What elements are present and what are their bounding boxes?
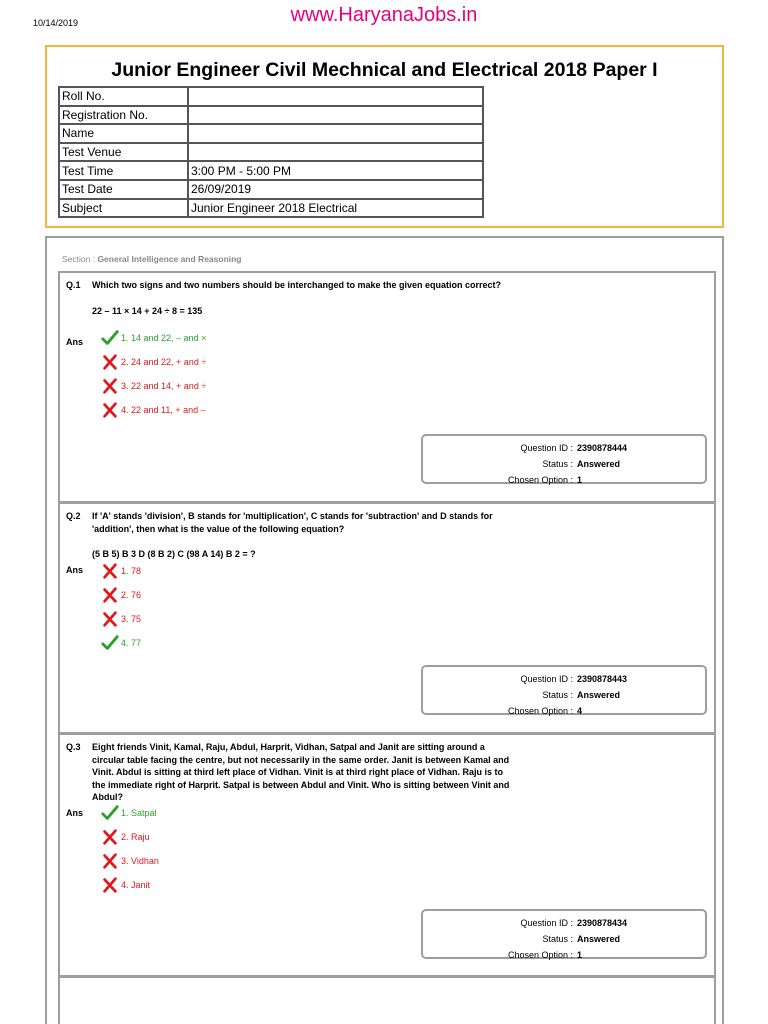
exam-header [45,45,724,228]
cross-icon [101,401,121,419]
info-row [59,143,483,162]
info-key: Test Venue [59,143,188,162]
question-id-label: Question ID : [520,674,573,684]
status-label: Status : [542,934,573,944]
question-number: Q.3 [66,742,81,752]
option-label: 4. Janit [121,880,151,890]
cross-icon [101,353,121,371]
status-value: Answered [577,459,621,469]
question-text-block [66,741,516,804]
cross-icon [101,852,121,870]
answer-option-1 [101,804,157,822]
info-value [188,87,483,106]
question-equation: 22 – 11 × 14 + 24 ÷ 8 = 135 [92,305,203,316]
chosen-option-value: 1 [577,475,583,485]
chosen-option-value: 1 [577,950,583,960]
question-id-label: Question ID : [520,918,573,928]
chosen-option-label: Chosen Option : [507,950,573,960]
question-id-value: 2390878444 [577,443,628,453]
question-text: Eight friends Vinit, Kamal, Raju, Abdul, Harprit, Vidhan, Satpal and Janit are sitting around a circular table facing the centre, but not necessarily in the same order. Janit is between Kamal and Vinit. Abdul is sitting at third left place of Vidhan. Vinit is at third right place of Vidhan. Raju is to the immediate right of Harprit. Satpal is between Abdul and Vinit. Who is sitting between Vinit and Abdul? [92,742,510,802]
info-row [59,106,483,125]
info-row [59,124,483,143]
answer-option-2 [101,353,206,371]
answer-option-4 [101,876,150,894]
status-label: Status : [542,690,573,700]
info-key: Name [59,124,188,143]
question-text-block [66,279,516,317]
option-label: 2. Raju [121,832,150,842]
section-label [62,254,242,264]
question-text: Which two signs and two numbers should be interchanged to make the given equation correct? [92,280,502,290]
question-number: Q.1 [66,280,81,290]
info-value [188,143,483,162]
chosen-option-label: Chosen Option : [507,475,573,485]
question-card-2 [58,502,716,734]
print-date: 10/14/2019 [33,18,79,28]
question-card-4 [58,976,716,1024]
option-label: 3. Vidhan [121,856,159,866]
option-label: 3. 22 and 14, + and ÷ [121,381,207,391]
checkmark-icon [101,804,121,822]
option-label: 4. 22 and 11, + and – [121,405,206,415]
info-value: 26/09/2019 [188,180,483,199]
cross-icon [101,562,121,580]
option-label: 2. 76 [121,590,142,600]
question-text-block [66,510,516,561]
answer-option-4 [101,634,141,652]
info-value [188,106,483,125]
answer-option-1 [101,329,206,347]
option-label: 1. 78 [121,566,142,576]
question-card-1 [58,271,716,503]
checkmark-icon [101,634,121,652]
status-value: Answered [577,690,621,700]
cross-icon [101,610,121,628]
chosen-option-value: 4 [577,706,583,716]
cross-icon [101,828,121,846]
question-card-3 [58,733,716,977]
site-watermark[interactable]: www.HaryanaJobs.in [290,4,478,26]
info-value: Junior Engineer 2018 Electrical [188,199,483,218]
ans-label: Ans [66,808,84,818]
cross-icon [101,586,121,604]
cross-icon [101,377,121,395]
section-container [45,236,724,1024]
chosen-option-label: Chosen Option : [507,706,573,716]
option-label: 1. Satpal [121,808,157,818]
answer-option-1 [101,562,141,580]
section-prefix: Section : [62,254,98,264]
answer-option-2 [101,828,150,846]
question-id-value: 2390878443 [577,674,628,684]
question-id-label: Question ID : [520,443,573,453]
option-label: 4. 77 [121,638,142,648]
answer-option-3 [101,852,159,870]
question-meta [421,434,707,484]
info-key: Subject [59,199,188,218]
question-number: Q.2 [66,511,81,521]
info-row [59,180,483,199]
info-value [188,124,483,143]
status-label: Status : [542,459,573,469]
answer-option-3 [101,610,141,628]
question-id-value: 2390878434 [577,918,628,928]
info-row [59,161,483,180]
option-label: 2. 24 and 22, + and ÷ [121,357,207,367]
info-key: Test Date [59,180,188,199]
checkmark-icon [101,329,121,347]
info-key: Registration No. [59,106,188,125]
answer-option-2 [101,586,141,604]
candidate-info-table [58,86,484,218]
answer-option-4 [101,401,206,419]
question-text: If 'A' stands 'division', B stands for 'multiplication', C stands for 'subtraction' and D stands for 'addition', then what is the value of the following equation? [92,511,493,534]
info-value: 3:00 PM - 5:00 PM [188,161,483,180]
info-key: Test Time [59,161,188,180]
question-meta [421,665,707,715]
answer-option-3 [101,377,206,395]
ans-label: Ans [66,337,84,347]
exam-title: Junior Engineer Civil Mechnical and Electrical 2018 Paper I [111,59,658,81]
cross-icon [101,876,121,894]
status-value: Answered [577,934,621,944]
question-meta [421,909,707,959]
info-key: Roll No. [59,87,188,106]
section-name: General Intelligence and Reasoning [97,254,242,264]
info-row [59,87,483,106]
info-row [59,199,483,218]
question-equation: (5 B 5) B 3 D (8 B 2) C (98 A 14) B 2 = ? [92,549,256,559]
ans-label: Ans [66,565,84,575]
option-label: 1. 14 and 22, – and × [121,333,207,343]
option-label: 3. 75 [121,614,142,624]
